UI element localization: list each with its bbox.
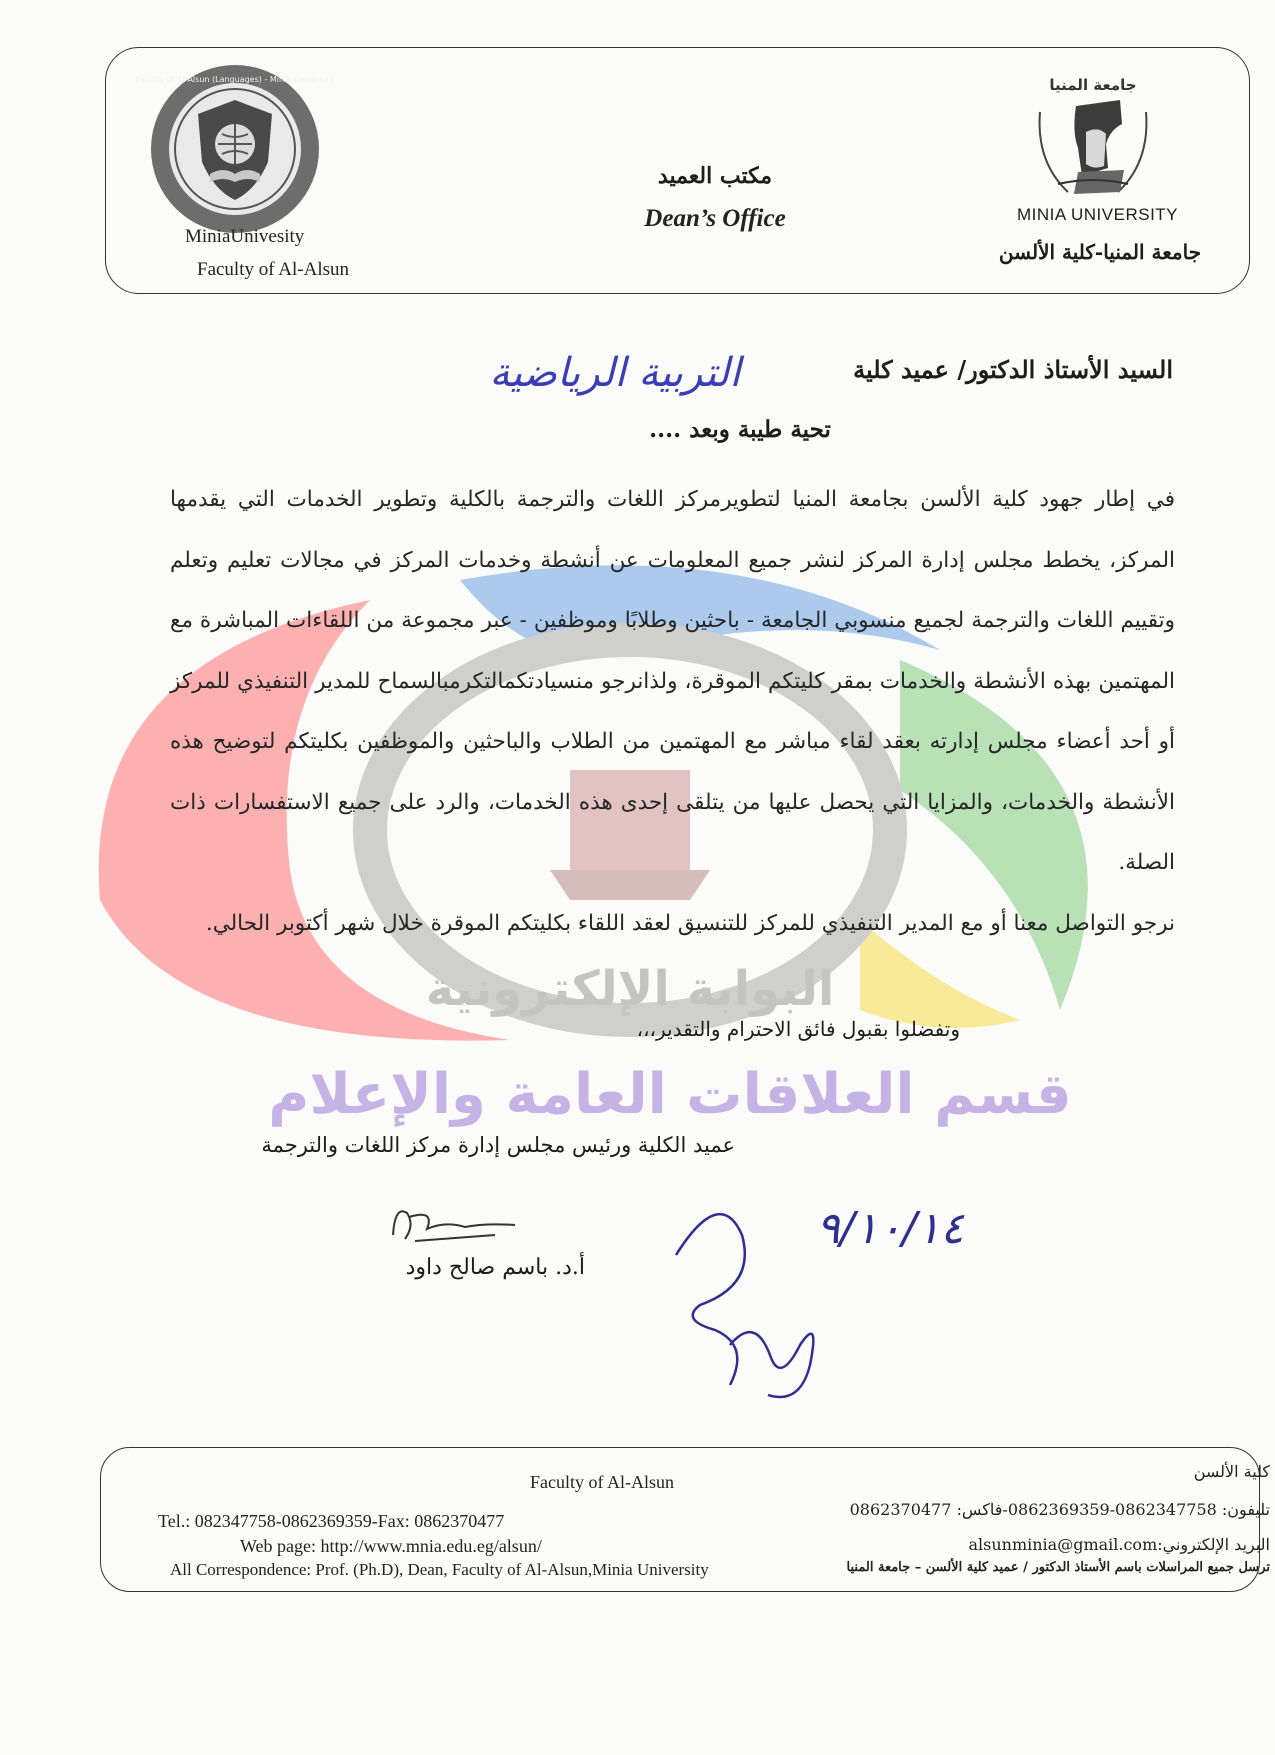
- handwritten-faculty-name: [430, 328, 800, 418]
- footer-email-ar: البريد الإلكتروني:alsunminia@gmail.com: [968, 1535, 1270, 1554]
- faculty-of-al-alsun-seal: [135, 62, 335, 237]
- watermark-banner: قسم العلاقات العامة والإعلام: [268, 1062, 1072, 1127]
- signatory-name: أ.د. باسم صالح داود: [405, 1255, 585, 1280]
- logo-arc-text: جامعة المنيا: [1049, 76, 1137, 94]
- footer-phone-ar: تليفون: 0862347758-0862369359-فاكس: 0862370477: [849, 1500, 1270, 1519]
- letter-body: [170, 470, 1175, 954]
- handwritten-approval-signature: [660, 1195, 1030, 1410]
- body-paragraph-2: نرجو التواصل معنا أو مع المدير التنفيذي للمركز للتنسيق لعقد اللقاء بكليتكم الموقرة خلال شهر أكتوبر الحالي.: [205, 910, 1175, 936]
- minia-faculty-label-ar: جامعة المنيا-كلية الألسن: [998, 240, 1202, 264]
- seal-ring-text: Faculty of Al-Alsun (Languages) - Minia University: [135, 75, 335, 84]
- footer-correspondence-ar: ترسل جميع المراسلات باسم الأستاذ الدكتور / عميد كلية الألسن – جامعة المنيا: [846, 1560, 1270, 1575]
- minia-university-label: MINIA UNIVERSITY: [1016, 205, 1179, 224]
- addressee-line: السيد الأستاذ الدكتور/ عميد كلية: [853, 355, 1173, 384]
- footer-faculty-en: Faculty of Al-Alsun: [530, 1472, 674, 1492]
- dean-office-title-ar: مكتب العميد: [657, 163, 773, 189]
- handwritten-date: ٩/١٠/١٤: [816, 1203, 964, 1254]
- minia-university-label-en: MiniaUnivesity: [185, 226, 305, 247]
- body-paragraph-1: في إطار جهود كلية الألسن بجامعة المنيا لتطويرمركز اللغات والترجمة بالكلية وتطوير الخدمات التي يقدمها المركز، يخطط مجلس إدارة المركز لنشر جميع المعلومات عن أنشطة وخدمات المركز في مجالات تعليم وتعلم وتقييم اللغات والترجمة لجميع منسوبي الجامعة - باحثين وطلابًا وموظفين - عبر مجموعة من اللقاءات المباشرة مع المهتمين بهذه الأنشطة والخدمات بمقر كليتكم الموقرة، ولذانرجو منسيادتكمالتكرمبالسماح للمدير التنفيذي للمركز أو أحد أعضاء مجلس إدارته بعقد لقاء مباشر مع المهتمين من الطلاب والباحثين والموظفين بكليتكم لتوضيح هذه الأنشطة والخدمات، والمزايا التي يحصل عليها من يتلقى إحدى هذه الخدمات، والرد على جميع الاستفسارات ذات الصلة.: [170, 487, 1175, 875]
- dean-signature: [375, 1195, 525, 1255]
- footer-phone-en: Tel.: 082347758-0862369359-Fax: 0862370477: [158, 1511, 505, 1531]
- closing-line: وتفضلوا بقبول فائق الاحترام والتقدير،،،: [636, 1017, 960, 1041]
- footer-faculty-ar: كلية الألسن: [1193, 1462, 1270, 1481]
- watermark-seal-text: البوابة الإلكترونية: [425, 961, 835, 1017]
- footer-correspondence-en: All Correspondence: Prof. (Ph.D), Dean, Faculty of Al-Alsun,Minia University: [170, 1560, 709, 1579]
- footer-webpage-en: Web page: http://www.mnia.edu.eg/alsun/: [240, 1536, 542, 1556]
- minia-university-logo: [1028, 72, 1158, 212]
- handwritten-faculty-text: التربية الرياضية: [489, 350, 741, 396]
- faculty-label-en: Faculty of Al-Alsun: [197, 259, 349, 280]
- dean-office-title-en: Dean’s Office: [644, 205, 786, 232]
- greeting-line: تحية طيبة وبعد ....: [649, 416, 831, 443]
- signatory-title: عميد الكلية ورئيس مجلس إدارة مركز اللغات والترجمة: [261, 1133, 735, 1157]
